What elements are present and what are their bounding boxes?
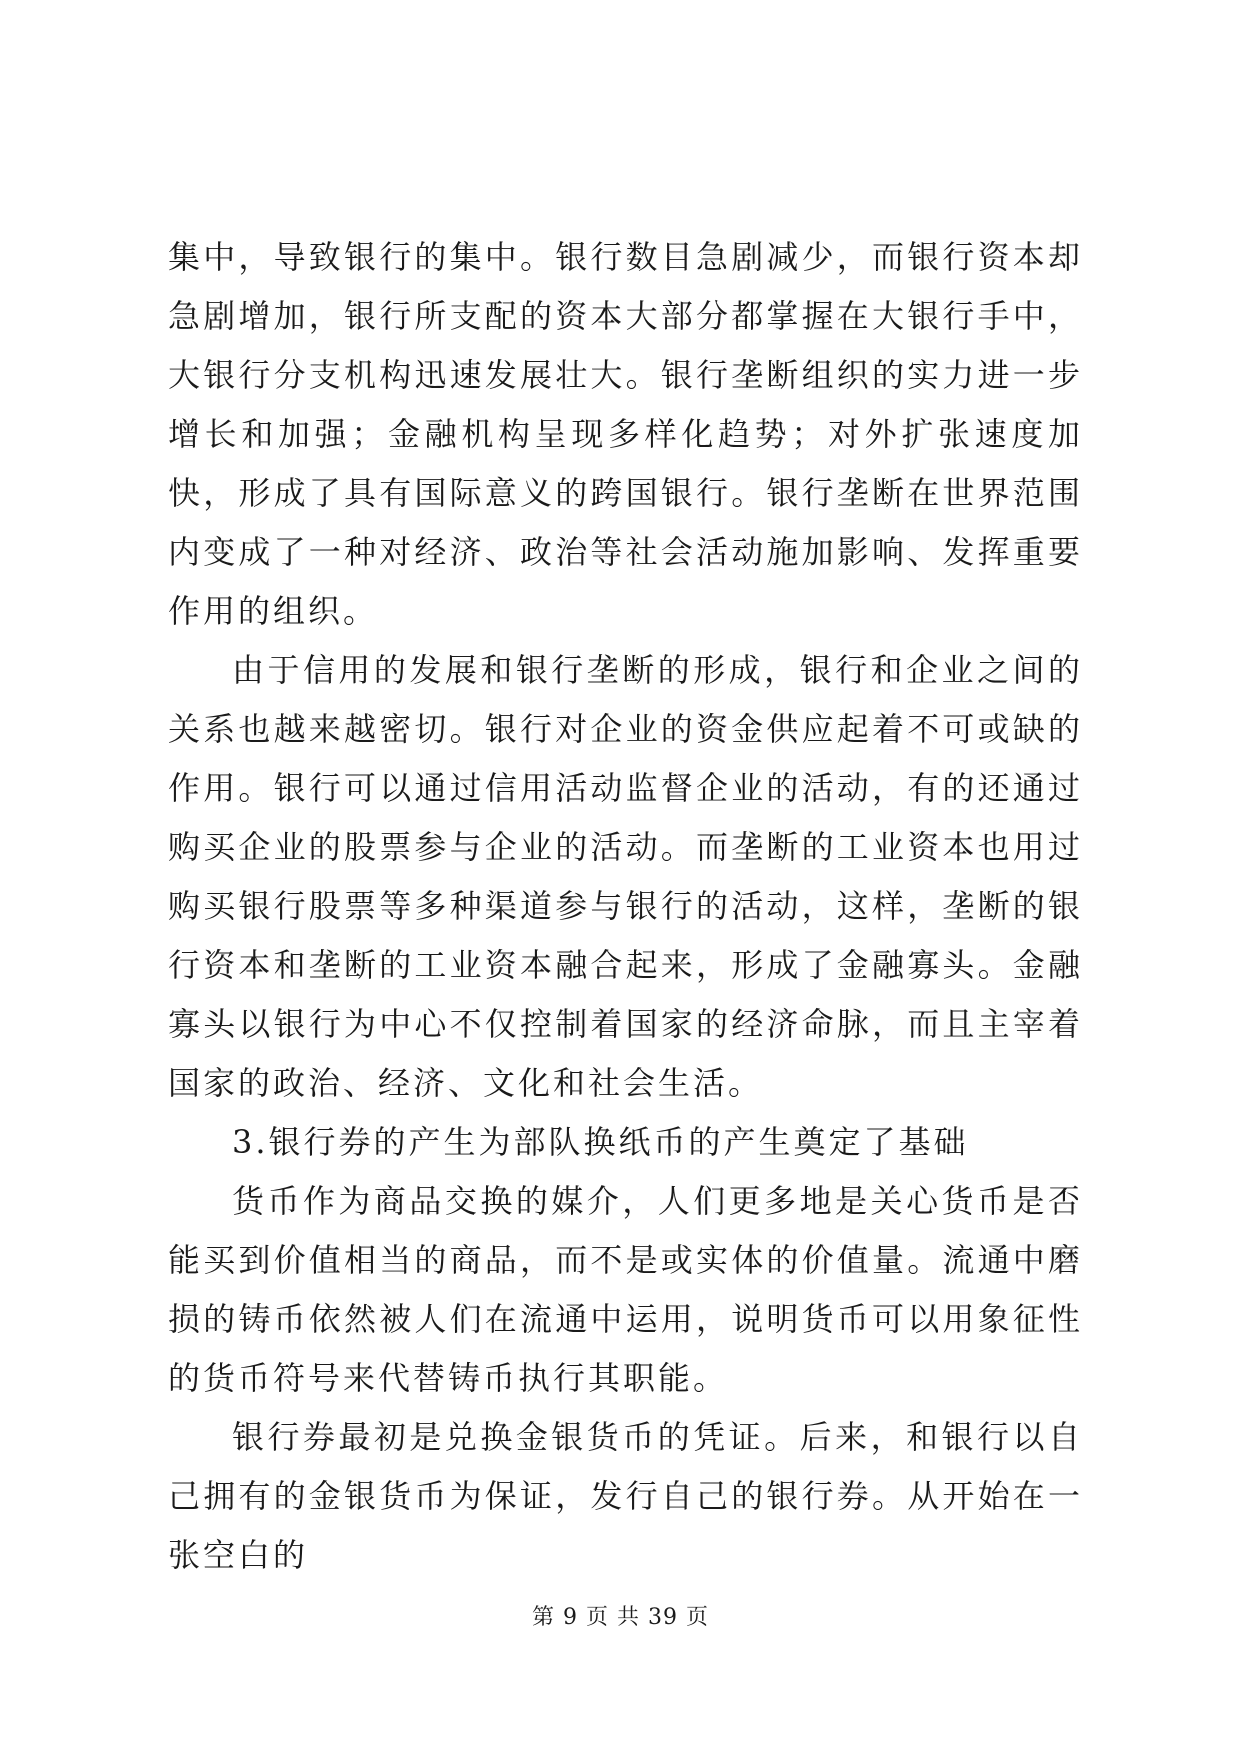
body-paragraph: 集中，导致银行的集中。银行数目急剧减少，而银行资本却急剧增加，银行所支配的资本大部分都掌握在大银行手中，大银行分支机构迅速发展壮大。银行垄断组织的实力进一步增长和加强；金融机构呈现多样化趋势；对外扩张速度加快，形成了具有国际意义的跨国银行。银行垄断在世界范围内变成了一种对经济、政治等社会活动施加影响、发挥重要作用的组织。: [168, 238, 1083, 630]
body-paragraph: 银行券最初是兑换金银货币的凭证。后来，和银行以自己拥有的金银货币为保证，发行自己的银行券。从开始在一张空白的: [168, 1418, 1083, 1574]
document-body: [168, 228, 1083, 1585]
body-paragraph: 货币作为商品交换的媒介，人们更多地是关心货币是否能买到价值相当的商品，而不是或实体的价值量。流通中磨损的铸币依然被人们在流通中运用，说明货币可以用象征性的货币符号来代替铸币执行其职能。: [168, 1182, 1083, 1397]
body-paragraph: 由于信用的发展和银行垄断的形成，银行和企业之间的关系也越来越密切。银行对企业的资金供应起着不可或缺的作用。银行可以通过信用活动监督企业的活动，有的还通过购买企业的股票参与企业的活动。而垄断的工业资本也用过购买银行股票等多种渠道参与银行的活动，这样，垄断的银行资本和垄断的工业资本融合起来，形成了金融寡头。金融寡头以银行为中心不仅控制着国家的经济命脉，而且主宰着国家的政治、经济、文化和社会生活。: [168, 651, 1083, 1102]
section-heading: 3.银行券的产生为部队换纸币的产生奠定了基础: [232, 1123, 969, 1161]
page-number-footer: 第 9 页 共 39 页: [532, 1605, 709, 1630]
